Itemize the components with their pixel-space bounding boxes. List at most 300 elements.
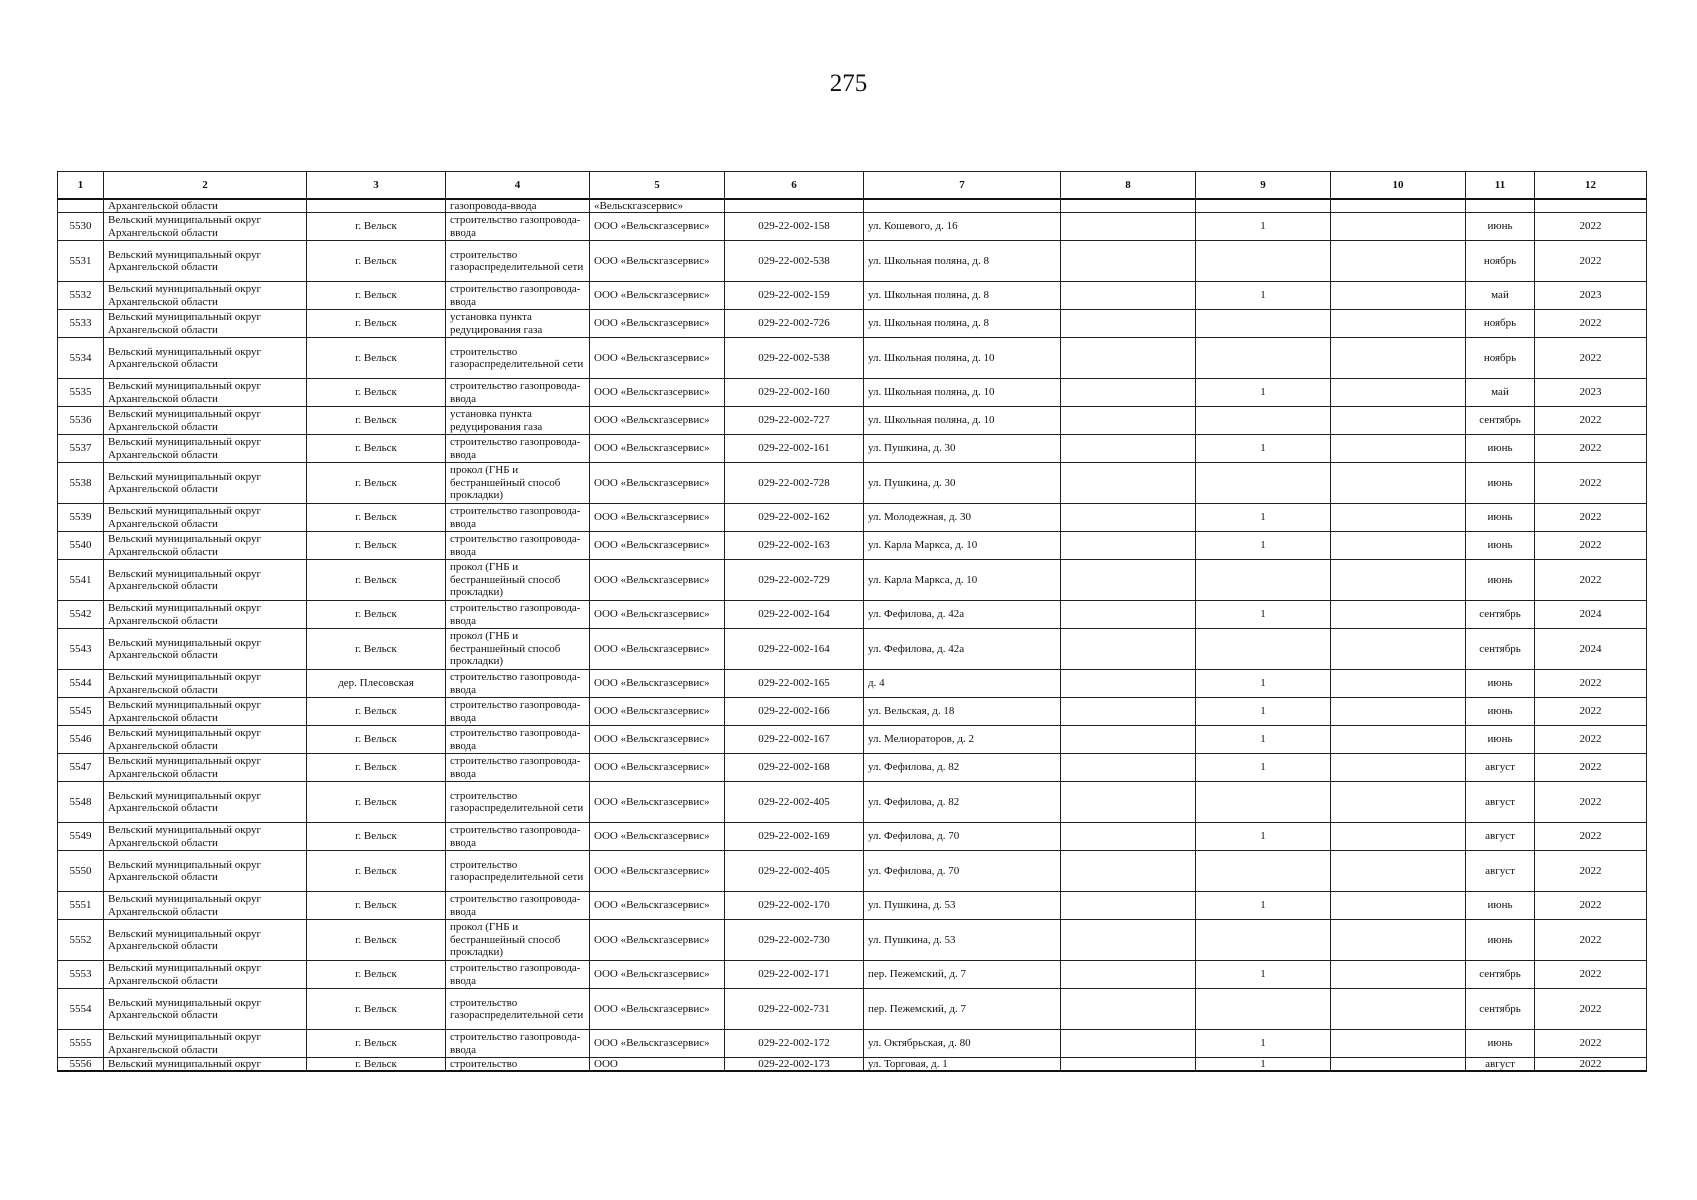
- cell-municipality: Архангельской области: [104, 199, 307, 213]
- cell-col8: [1061, 213, 1196, 241]
- cell-year: 2022: [1535, 754, 1647, 782]
- cell-col8: [1061, 463, 1196, 504]
- cell-object-code: 029-22-002-405: [725, 851, 864, 892]
- cell-locality: г. Вельск: [307, 407, 446, 435]
- cell-work-type: установка пункта редуцирования газа: [446, 407, 590, 435]
- cell-col10: [1331, 1058, 1466, 1072]
- cell-municipality: Вельский муниципальный округ Архангельской области: [104, 1030, 307, 1058]
- cell-locality: г. Вельск: [307, 961, 446, 989]
- cell-work-type: строительство газопровода-ввода: [446, 379, 590, 407]
- cell-locality: г. Вельск: [307, 851, 446, 892]
- cell-row-number: 5540: [58, 532, 104, 560]
- cell-year: 2024: [1535, 601, 1647, 629]
- cell-col8: [1061, 961, 1196, 989]
- cell-row-number: 5538: [58, 463, 104, 504]
- cell-quantity: [1196, 199, 1331, 213]
- cell-month: ноябрь: [1466, 241, 1535, 282]
- cell-quantity: [1196, 338, 1331, 379]
- cell-address: ул. Школьная поляна, д. 10: [864, 407, 1061, 435]
- cell-col8: [1061, 920, 1196, 961]
- cell-col10: [1331, 532, 1466, 560]
- cell-col8: [1061, 338, 1196, 379]
- cell-work-type: строительство газопровода-ввода: [446, 435, 590, 463]
- table-row: [58, 504, 1647, 532]
- cell-address: ул. Фефилова, д. 82: [864, 754, 1061, 782]
- cell-object-code: 029-22-002-165: [725, 670, 864, 698]
- cell-object-code: 029-22-002-730: [725, 920, 864, 961]
- cell-locality: г. Вельск: [307, 726, 446, 754]
- cell-municipality: Вельский муниципальный округ Архангельской области: [104, 282, 307, 310]
- cell-work-type: строительство газопровода-ввода: [446, 892, 590, 920]
- cell-locality: г. Вельск: [307, 823, 446, 851]
- cell-object-code: 029-22-002-164: [725, 629, 864, 670]
- column-header: 5: [590, 172, 725, 200]
- column-header: 7: [864, 172, 1061, 200]
- cell-col10: [1331, 435, 1466, 463]
- cell-object-code: 029-22-002-159: [725, 282, 864, 310]
- cell-year: 2022: [1535, 338, 1647, 379]
- cell-address: ул. Карла Маркса, д. 10: [864, 532, 1061, 560]
- cell-object-code: 029-22-002-726: [725, 310, 864, 338]
- cell-year: 2022: [1535, 782, 1647, 823]
- cell-col10: [1331, 782, 1466, 823]
- cell-year: 2022: [1535, 892, 1647, 920]
- cell-work-type: строительство газораспределительной сети: [446, 851, 590, 892]
- cell-row-number: [58, 199, 104, 213]
- cell-year: 2022: [1535, 213, 1647, 241]
- cell-object-code: [725, 199, 864, 213]
- cell-organization: ООО «Вельскгазсервис»: [590, 213, 725, 241]
- cell-col8: [1061, 532, 1196, 560]
- cell-locality: г. Вельск: [307, 310, 446, 338]
- cell-work-type: строительство газопровода-ввода: [446, 754, 590, 782]
- column-header: 11: [1466, 172, 1535, 200]
- cell-month: сентябрь: [1466, 989, 1535, 1030]
- cell-address: ул. Молодежная, д. 30: [864, 504, 1061, 532]
- cell-quantity: [1196, 407, 1331, 435]
- table-row: [58, 435, 1647, 463]
- cell-organization: ООО «Вельскгазсервис»: [590, 532, 725, 560]
- header-row: [58, 172, 1647, 200]
- cell-organization: ООО «Вельскгазсервис»: [590, 698, 725, 726]
- cell-col8: [1061, 670, 1196, 698]
- cell-locality: г. Вельск: [307, 1030, 446, 1058]
- cell-col10: [1331, 629, 1466, 670]
- cell-organization: ООО «Вельскгазсервис»: [590, 961, 725, 989]
- cell-row-number: 5555: [58, 1030, 104, 1058]
- cell-municipality: Вельский муниципальный округ Архангельской области: [104, 338, 307, 379]
- cell-col8: [1061, 601, 1196, 629]
- cell-col10: [1331, 504, 1466, 532]
- cell-municipality: Вельский муниципальный округ Архангельской области: [104, 698, 307, 726]
- cell-locality: г. Вельск: [307, 629, 446, 670]
- table-row: [58, 310, 1647, 338]
- cell-work-type: строительство газопровода-ввода: [446, 726, 590, 754]
- cell-address: ул. Пушкина, д. 30: [864, 463, 1061, 504]
- cell-object-code: 029-22-002-171: [725, 961, 864, 989]
- cell-work-type: строительство газораспределительной сети: [446, 782, 590, 823]
- cell-address: ул. Фефилова, д. 42а: [864, 601, 1061, 629]
- cell-col10: [1331, 823, 1466, 851]
- cell-work-type: прокол (ГНБ и бестраншейный способ прокладки): [446, 560, 590, 601]
- cell-organization: ООО «Вельскгазсервис»: [590, 241, 725, 282]
- cell-col10: [1331, 698, 1466, 726]
- cell-row-number: 5530: [58, 213, 104, 241]
- cell-organization: ООО «Вельскгазсервис»: [590, 892, 725, 920]
- cell-month: ноябрь: [1466, 338, 1535, 379]
- cell-object-code: 029-22-002-161: [725, 435, 864, 463]
- cell-row-number: 5535: [58, 379, 104, 407]
- cell-quantity: 1: [1196, 726, 1331, 754]
- cell-row-number: 5539: [58, 504, 104, 532]
- cell-address: ул. Вельская, д. 18: [864, 698, 1061, 726]
- cell-row-number: 5536: [58, 407, 104, 435]
- cell-organization: ООО «Вельскгазсервис»: [590, 435, 725, 463]
- cell-row-number: 5556: [58, 1058, 104, 1072]
- cell-col8: [1061, 435, 1196, 463]
- cell-work-type: строительство: [446, 1058, 590, 1072]
- cell-locality: г. Вельск: [307, 282, 446, 310]
- cell-quantity: 1: [1196, 379, 1331, 407]
- cell-address: ул. Школьная поляна, д. 10: [864, 338, 1061, 379]
- cell-year: 2023: [1535, 379, 1647, 407]
- column-header: 1: [58, 172, 104, 200]
- cell-quantity: 1: [1196, 823, 1331, 851]
- cell-col10: [1331, 726, 1466, 754]
- cell-year: 2022: [1535, 823, 1647, 851]
- cell-col8: [1061, 199, 1196, 213]
- cell-col10: [1331, 754, 1466, 782]
- cell-row-number: 5532: [58, 282, 104, 310]
- cell-work-type: строительство газопровода-ввода: [446, 1030, 590, 1058]
- cell-object-code: 029-22-002-163: [725, 532, 864, 560]
- cell-row-number: 5553: [58, 961, 104, 989]
- cell-address: ул. Школьная поляна, д. 8: [864, 282, 1061, 310]
- cell-locality: г. Вельск: [307, 601, 446, 629]
- cell-month: ноябрь: [1466, 310, 1535, 338]
- cell-locality: г. Вельск: [307, 560, 446, 601]
- cell-address: ул. Фефилова, д. 70: [864, 851, 1061, 892]
- table-row: [58, 782, 1647, 823]
- cell-address: ул. Фефилова, д. 42а: [864, 629, 1061, 670]
- cell-object-code: 029-22-002-168: [725, 754, 864, 782]
- cell-locality: г. Вельск: [307, 754, 446, 782]
- cell-address: ул. Торговая, д. 1: [864, 1058, 1061, 1072]
- cell-row-number: 5547: [58, 754, 104, 782]
- cell-municipality: Вельский муниципальный округ Архангельской области: [104, 851, 307, 892]
- cell-col10: [1331, 241, 1466, 282]
- cell-quantity: 1: [1196, 1058, 1331, 1072]
- cell-month: август: [1466, 1058, 1535, 1072]
- cell-month: июнь: [1466, 726, 1535, 754]
- cell-month: июнь: [1466, 213, 1535, 241]
- cell-col8: [1061, 407, 1196, 435]
- cell-municipality: Вельский муниципальный округ Архангельской области: [104, 629, 307, 670]
- cell-quantity: 1: [1196, 213, 1331, 241]
- cell-col10: [1331, 199, 1466, 213]
- column-header: 10: [1331, 172, 1466, 200]
- table-row: [58, 989, 1647, 1030]
- cell-quantity: 1: [1196, 961, 1331, 989]
- cell-municipality: Вельский муниципальный округ Архангельской области: [104, 241, 307, 282]
- cell-object-code: 029-22-002-166: [725, 698, 864, 726]
- cell-quantity: 1: [1196, 670, 1331, 698]
- cell-year: 2022: [1535, 698, 1647, 726]
- cell-year: 2022: [1535, 670, 1647, 698]
- cell-year: 2022: [1535, 407, 1647, 435]
- cell-row-number: 5544: [58, 670, 104, 698]
- cell-locality: г. Вельск: [307, 463, 446, 504]
- cell-organization: ООО «Вельскгазсервис»: [590, 670, 725, 698]
- cell-month: июнь: [1466, 504, 1535, 532]
- cell-address: ул. Фефилова, д. 70: [864, 823, 1061, 851]
- cell-month: [1466, 199, 1535, 213]
- cell-year: 2022: [1535, 1058, 1647, 1072]
- cell-work-type: строительство газопровода-ввода: [446, 961, 590, 989]
- cell-work-type: установка пункта редуцирования газа: [446, 310, 590, 338]
- cell-row-number: 5531: [58, 241, 104, 282]
- cell-col8: [1061, 892, 1196, 920]
- cell-row-number: 5551: [58, 892, 104, 920]
- cell-organization: ООО «Вельскгазсервис»: [590, 463, 725, 504]
- cell-work-type: строительство газопровода-ввода: [446, 670, 590, 698]
- cell-col8: [1061, 560, 1196, 601]
- cell-col10: [1331, 851, 1466, 892]
- cell-quantity: 1: [1196, 435, 1331, 463]
- cell-work-type: строительство газораспределительной сети: [446, 989, 590, 1030]
- cell-object-code: 029-22-002-164: [725, 601, 864, 629]
- cell-address: ул. Школьная поляна, д. 10: [864, 379, 1061, 407]
- cell-year: 2023: [1535, 282, 1647, 310]
- cell-year: 2022: [1535, 560, 1647, 601]
- cell-month: июнь: [1466, 892, 1535, 920]
- cell-quantity: 1: [1196, 282, 1331, 310]
- cell-locality: г. Вельск: [307, 504, 446, 532]
- table-row: [58, 463, 1647, 504]
- cell-municipality: Вельский муниципальный округ Архангельской области: [104, 961, 307, 989]
- cell-municipality: Вельский муниципальный округ Архангельской области: [104, 782, 307, 823]
- cell-locality: г. Вельск: [307, 920, 446, 961]
- table-row: [58, 726, 1647, 754]
- cell-month: август: [1466, 823, 1535, 851]
- cell-address: ул. Пушкина, д. 53: [864, 892, 1061, 920]
- cell-organization: ООО «Вельскгазсервис»: [590, 851, 725, 892]
- cell-locality: г. Вельск: [307, 1058, 446, 1072]
- table-row: [58, 629, 1647, 670]
- cell-organization: ООО «Вельскгазсервис»: [590, 920, 725, 961]
- cell-work-type: строительство газораспределительной сети: [446, 241, 590, 282]
- cell-municipality: Вельский муниципальный округ Архангельской области: [104, 213, 307, 241]
- cell-locality: г. Вельск: [307, 892, 446, 920]
- cell-work-type: прокол (ГНБ и бестраншейный способ прокладки): [446, 629, 590, 670]
- cell-address: ул. Фефилова, д. 82: [864, 782, 1061, 823]
- cell-month: июнь: [1466, 463, 1535, 504]
- cell-col8: [1061, 379, 1196, 407]
- table-row: [58, 241, 1647, 282]
- cell-year: 2022: [1535, 726, 1647, 754]
- cell-year: 2022: [1535, 310, 1647, 338]
- column-header: 8: [1061, 172, 1196, 200]
- cell-municipality: Вельский муниципальный округ Архангельской области: [104, 504, 307, 532]
- cell-col8: [1061, 310, 1196, 338]
- cell-address: ул. Пушкина, д. 53: [864, 920, 1061, 961]
- cell-col8: [1061, 282, 1196, 310]
- cell-address: ул. Школьная поляна, д. 8: [864, 310, 1061, 338]
- cell-address: д. 4: [864, 670, 1061, 698]
- table-row: [58, 698, 1647, 726]
- cell-locality: г. Вельск: [307, 989, 446, 1030]
- cell-year: 2022: [1535, 463, 1647, 504]
- cell-col10: [1331, 407, 1466, 435]
- cell-month: май: [1466, 282, 1535, 310]
- cell-row-number: 5549: [58, 823, 104, 851]
- cell-work-type: строительство газопровода-ввода: [446, 601, 590, 629]
- table-row: [58, 407, 1647, 435]
- table-row: [58, 601, 1647, 629]
- cell-year: 2022: [1535, 851, 1647, 892]
- cell-locality: г. Вельск: [307, 338, 446, 379]
- cell-organization: ООО «Вельскгазсервис»: [590, 1030, 725, 1058]
- table-row: [58, 338, 1647, 379]
- cell-address: [864, 199, 1061, 213]
- cell-col8: [1061, 989, 1196, 1030]
- cell-quantity: [1196, 241, 1331, 282]
- cell-work-type: строительство газораспределительной сети: [446, 338, 590, 379]
- column-header: 2: [104, 172, 307, 200]
- cell-col8: [1061, 754, 1196, 782]
- cell-municipality: Вельский муниципальный округ Архангельской области: [104, 989, 307, 1030]
- cell-organization: ООО «Вельскгазсервис»: [590, 726, 725, 754]
- cell-work-type: строительство газопровода-ввода: [446, 698, 590, 726]
- cell-work-type: строительство газопровода-ввода: [446, 532, 590, 560]
- table-row: [58, 213, 1647, 241]
- cell-work-type: строительство газопровода-ввода: [446, 282, 590, 310]
- cell-month: июнь: [1466, 698, 1535, 726]
- cell-address: ул. Кошевого, д. 16: [864, 213, 1061, 241]
- cell-month: сентябрь: [1466, 961, 1535, 989]
- cell-municipality: Вельский муниципальный округ Архангельской области: [104, 560, 307, 601]
- table-row: [58, 199, 1647, 213]
- cell-address: пер. Пежемский, д. 7: [864, 989, 1061, 1030]
- cell-object-code: 029-22-002-729: [725, 560, 864, 601]
- table-row: [58, 532, 1647, 560]
- cell-municipality: Вельский муниципальный округ Архангельской области: [104, 310, 307, 338]
- cell-month: сентябрь: [1466, 407, 1535, 435]
- cell-row-number: 5550: [58, 851, 104, 892]
- cell-year: 2022: [1535, 920, 1647, 961]
- cell-month: сентябрь: [1466, 629, 1535, 670]
- table-row: [58, 920, 1647, 961]
- cell-year: 2024: [1535, 629, 1647, 670]
- cell-quantity: [1196, 310, 1331, 338]
- cell-organization: ООО «Вельскгазсервис»: [590, 379, 725, 407]
- cell-col8: [1061, 241, 1196, 282]
- cell-row-number: 5542: [58, 601, 104, 629]
- cell-object-code: 029-22-002-727: [725, 407, 864, 435]
- cell-quantity: 1: [1196, 601, 1331, 629]
- cell-month: июнь: [1466, 1030, 1535, 1058]
- cell-col8: [1061, 698, 1196, 726]
- cell-locality: дер. Плесовская: [307, 670, 446, 698]
- cell-month: август: [1466, 754, 1535, 782]
- cell-quantity: [1196, 782, 1331, 823]
- cell-quantity: [1196, 463, 1331, 504]
- cell-col10: [1331, 560, 1466, 601]
- table-row: [58, 1030, 1647, 1058]
- cell-organization: ООО «Вельскгазсервис»: [590, 282, 725, 310]
- table-row: [58, 754, 1647, 782]
- cell-organization: ООО «Вельскгазсервис»: [590, 310, 725, 338]
- cell-municipality: Вельский муниципальный округ Архангельской области: [104, 670, 307, 698]
- cell-object-code: 029-22-002-162: [725, 504, 864, 532]
- cell-object-code: 029-22-002-167: [725, 726, 864, 754]
- cell-address: пер. Пежемский, д. 7: [864, 961, 1061, 989]
- cell-municipality: Вельский муниципальный округ Архангельской области: [104, 920, 307, 961]
- cell-organization: ООО «Вельскгазсервис»: [590, 560, 725, 601]
- cell-col10: [1331, 379, 1466, 407]
- cell-quantity: 1: [1196, 532, 1331, 560]
- cell-month: сентябрь: [1466, 601, 1535, 629]
- cell-col10: [1331, 989, 1466, 1030]
- column-header: 3: [307, 172, 446, 200]
- cell-quantity: 1: [1196, 892, 1331, 920]
- cell-address: ул. Октябрьская, д. 80: [864, 1030, 1061, 1058]
- cell-locality: г. Вельск: [307, 532, 446, 560]
- cell-col10: [1331, 961, 1466, 989]
- table-row: [58, 670, 1647, 698]
- cell-object-code: 029-22-002-731: [725, 989, 864, 1030]
- cell-year: 2022: [1535, 961, 1647, 989]
- cell-row-number: 5545: [58, 698, 104, 726]
- cell-work-type: прокол (ГНБ и бестраншейный способ прокладки): [446, 920, 590, 961]
- cell-organization: ООО «Вельскгазсервис»: [590, 823, 725, 851]
- cell-organization: ООО «Вельскгазсервис»: [590, 407, 725, 435]
- cell-municipality: Вельский муниципальный округ Архангельской области: [104, 435, 307, 463]
- column-header: 4: [446, 172, 590, 200]
- cell-quantity: [1196, 920, 1331, 961]
- cell-organization: ООО «Вельскгазсервис»: [590, 629, 725, 670]
- column-header: 12: [1535, 172, 1647, 200]
- cell-col8: [1061, 851, 1196, 892]
- cell-year: 2022: [1535, 504, 1647, 532]
- cell-quantity: 1: [1196, 698, 1331, 726]
- cell-year: 2022: [1535, 1030, 1647, 1058]
- cell-row-number: 5533: [58, 310, 104, 338]
- cell-object-code: 029-22-002-160: [725, 379, 864, 407]
- cell-col10: [1331, 601, 1466, 629]
- cell-organization: ООО «Вельскгазсервис»: [590, 782, 725, 823]
- cell-locality: г. Вельск: [307, 435, 446, 463]
- cell-year: 2022: [1535, 989, 1647, 1030]
- cell-row-number: 5548: [58, 782, 104, 823]
- table-body: [58, 199, 1647, 1071]
- cell-col10: [1331, 463, 1466, 504]
- cell-object-code: 029-22-002-728: [725, 463, 864, 504]
- cell-work-type: строительство газопровода-ввода: [446, 504, 590, 532]
- cell-quantity: 1: [1196, 754, 1331, 782]
- cell-municipality: Вельский муниципальный округ: [104, 1058, 307, 1072]
- cell-municipality: Вельский муниципальный округ Архангельской области: [104, 892, 307, 920]
- table-row: [58, 892, 1647, 920]
- cell-organization: ООО «Вельскгазсервис»: [590, 338, 725, 379]
- cell-work-type: строительство газопровода-ввода: [446, 823, 590, 851]
- cell-year: 2022: [1535, 241, 1647, 282]
- cell-municipality: Вельский муниципальный округ Архангельской области: [104, 379, 307, 407]
- cell-municipality: Вельский муниципальный округ Архангельской области: [104, 532, 307, 560]
- cell-municipality: Вельский муниципальный округ Архангельской области: [104, 463, 307, 504]
- cell-municipality: Вельский муниципальный округ Архангельской области: [104, 601, 307, 629]
- cell-col10: [1331, 338, 1466, 379]
